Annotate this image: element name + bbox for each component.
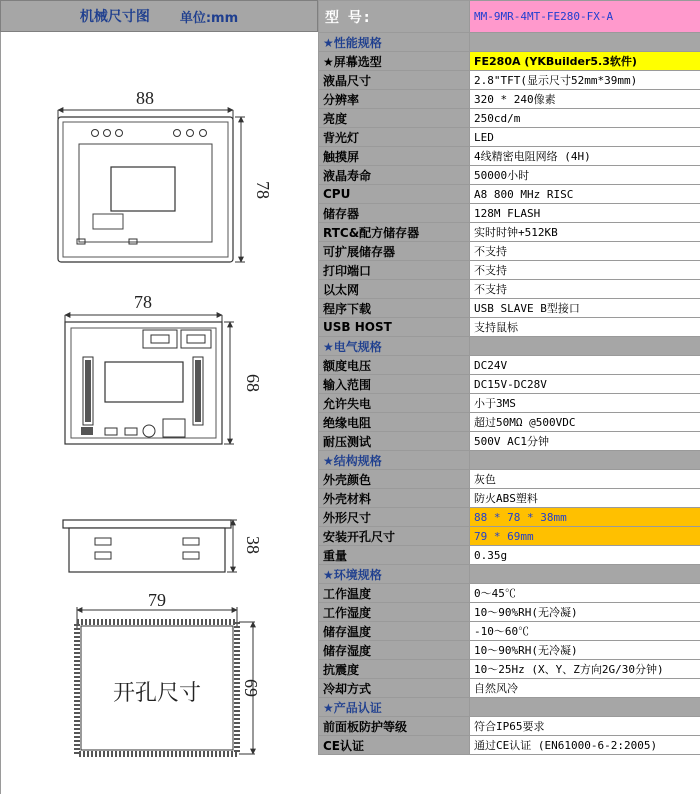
- spec-label: 储存湿度: [319, 641, 470, 660]
- spec-value: 500V AC1分钟: [470, 432, 700, 451]
- spec-value: 2.8"TFT(显示尺寸52mm*39mm): [470, 71, 700, 90]
- spec-value: LED: [470, 128, 700, 147]
- spec-value: 实时时钟+512KB: [470, 223, 700, 242]
- spec-value: 320 * 240像素: [470, 90, 700, 109]
- spec-value: 0～45℃: [470, 584, 700, 603]
- spec-value: 自然风冷: [470, 679, 700, 698]
- spec-value: 4线精密电阻网络 (4H): [470, 147, 700, 166]
- spec-row: [319, 375, 700, 394]
- drawing-header: [0, 0, 318, 32]
- spec-label: 程序下载: [319, 299, 470, 318]
- back-height-dim: 68: [243, 374, 263, 392]
- drawing-unit: 单位:mm: [180, 7, 238, 26]
- spec-label: 冷却方式: [319, 679, 470, 698]
- spec-label: 分辨率: [319, 90, 470, 109]
- cutout-label: 开孔尺寸: [113, 681, 201, 706]
- spec-table: [318, 0, 700, 755]
- cutout-height-dim: 69: [241, 679, 261, 697]
- model-label: 型 号:: [319, 1, 470, 33]
- spec-value: 灰色: [470, 470, 700, 489]
- side-view-drawing: [63, 520, 263, 572]
- drawing-title: 机械尺寸图: [80, 6, 150, 26]
- spec-value: 128M FLASH: [470, 204, 700, 223]
- spec-label: 抗震度: [319, 660, 470, 679]
- section-filler: [470, 33, 700, 52]
- spec-value: FE280A (YKBuilder5.3软件): [470, 52, 700, 71]
- spec-row: [319, 204, 700, 223]
- spec-value: 50000小时: [470, 166, 700, 185]
- section-title: ★电气规格: [319, 337, 470, 356]
- section-header-row: [319, 698, 700, 717]
- spec-row: [319, 660, 700, 679]
- spec-row: [319, 356, 700, 375]
- section-filler: [470, 565, 700, 584]
- section-title: ★结构规格: [319, 451, 470, 470]
- spec-row: [319, 261, 700, 280]
- front-height-dim: 78: [253, 181, 273, 199]
- spec-row: [319, 71, 700, 90]
- spec-row: [319, 584, 700, 603]
- back-width-dim: 78: [134, 292, 152, 312]
- section-header-row: [319, 565, 700, 584]
- section-title: ★产品认证: [319, 698, 470, 717]
- spec-label: 液晶尺寸: [319, 71, 470, 90]
- spec-value: 超过50MΩ @500VDC: [470, 413, 700, 432]
- spec-label: 输入范围: [319, 375, 470, 394]
- spec-row: [319, 318, 700, 337]
- spec-value: 88 * 78 * 38mm: [470, 508, 700, 527]
- spec-value: 10～90%RH(无冷凝): [470, 603, 700, 622]
- spec-label: 打印端口: [319, 261, 470, 280]
- spec-value: DC24V: [470, 356, 700, 375]
- spec-row: [319, 166, 700, 185]
- spec-label: USB HOST: [319, 318, 470, 337]
- spec-row: [319, 641, 700, 660]
- spec-label: 触摸屏: [319, 147, 470, 166]
- spec-label: CPU: [319, 185, 470, 204]
- spec-label: 外壳颜色: [319, 470, 470, 489]
- spec-value: 不支持: [470, 261, 700, 280]
- spec-label: 前面板防护等级: [319, 717, 470, 736]
- spec-value: 不支持: [470, 280, 700, 299]
- spec-value: -10～60℃: [470, 622, 700, 641]
- spec-value: 小于3MS: [470, 394, 700, 413]
- section-title: ★性能规格: [319, 33, 470, 52]
- spec-label: 可扩展储存器: [319, 242, 470, 261]
- spec-row: [319, 508, 700, 527]
- spec-value: 10～90%RH(无冷凝): [470, 641, 700, 660]
- cutout-drawing: [77, 590, 261, 754]
- spec-label: 外形尺寸: [319, 508, 470, 527]
- spec-row: [319, 603, 700, 622]
- spec-row: [319, 622, 700, 641]
- spec-label: 重量: [319, 546, 470, 565]
- model-value: MM-9MR-4MT-FE280-FX-A: [470, 1, 700, 33]
- spec-row: [319, 109, 700, 128]
- spec-label: 额度电压: [319, 356, 470, 375]
- spec-row: [319, 223, 700, 242]
- spec-label: 液晶寿命: [319, 166, 470, 185]
- spec-row: [319, 147, 700, 166]
- side-depth-dim: 38: [243, 536, 263, 554]
- spec-value: 符合IP65要求: [470, 717, 700, 736]
- front-view-drawing: [58, 88, 273, 262]
- spec-value: 不支持: [470, 242, 700, 261]
- spec-label: 耐压测试: [319, 432, 470, 451]
- section-filler: [470, 451, 700, 470]
- spec-label: 允许失电: [319, 394, 470, 413]
- spec-row: [319, 470, 700, 489]
- spec-value: 0.35g: [470, 546, 700, 565]
- section-filler: [470, 337, 700, 356]
- section-header-row: [319, 451, 700, 470]
- spec-label: 亮度: [319, 109, 470, 128]
- spec-row: [319, 679, 700, 698]
- spec-row: [319, 299, 700, 318]
- spec-value: 支持鼠标: [470, 318, 700, 337]
- spec-value: 通过CE认证 (EN61000-6-2:2005): [470, 736, 700, 755]
- mechanical-drawings: [0, 32, 318, 794]
- drawings-svg: [1, 32, 319, 794]
- section-header-row: [319, 337, 700, 356]
- spec-row: [319, 527, 700, 546]
- spec-row: [319, 413, 700, 432]
- spec-label: 安装开孔尺寸: [319, 527, 470, 546]
- spec-label: 以太网: [319, 280, 470, 299]
- section-filler: [470, 698, 700, 717]
- back-view-drawing: [65, 292, 263, 444]
- spec-row: [319, 717, 700, 736]
- spec-row: [319, 280, 700, 299]
- section-title: ★环境规格: [319, 565, 470, 584]
- spec-label: ★屏幕选型: [319, 52, 470, 71]
- front-width-dim: 88: [136, 88, 154, 108]
- spec-value: 10～25Hz (X、Y、Z方向2G/30分钟): [470, 660, 700, 679]
- spec-row: [319, 128, 700, 147]
- spec-row: [319, 185, 700, 204]
- spec-value: DC15V-DC28V: [470, 375, 700, 394]
- spec-label: 背光灯: [319, 128, 470, 147]
- spec-row: [319, 432, 700, 451]
- model-row: [319, 1, 700, 33]
- spec-row: [319, 394, 700, 413]
- spec-value: 250cd/m: [470, 109, 700, 128]
- spec-row: [319, 242, 700, 261]
- spec-value: A8 800 MHz RISC: [470, 185, 700, 204]
- spec-value: 79 * 69mm: [470, 527, 700, 546]
- spec-value: 防火ABS塑料: [470, 489, 700, 508]
- spec-row: [319, 489, 700, 508]
- spec-label: 绝缘电阻: [319, 413, 470, 432]
- spec-label: 工作温度: [319, 584, 470, 603]
- spec-label: 工作湿度: [319, 603, 470, 622]
- spec-row: [319, 90, 700, 109]
- spec-row: [319, 546, 700, 565]
- section-header-row: [319, 33, 700, 52]
- spec-label: RTC&配方储存器: [319, 223, 470, 242]
- cutout-width-dim: 79: [148, 590, 166, 610]
- spec-row: [319, 52, 700, 71]
- spec-label: 储存器: [319, 204, 470, 223]
- spec-value: USB SLAVE B型接口: [470, 299, 700, 318]
- spec-label: 储存温度: [319, 622, 470, 641]
- spec-label: 外壳材料: [319, 489, 470, 508]
- spec-row: [319, 736, 700, 755]
- spec-label: CE认证: [319, 736, 470, 755]
